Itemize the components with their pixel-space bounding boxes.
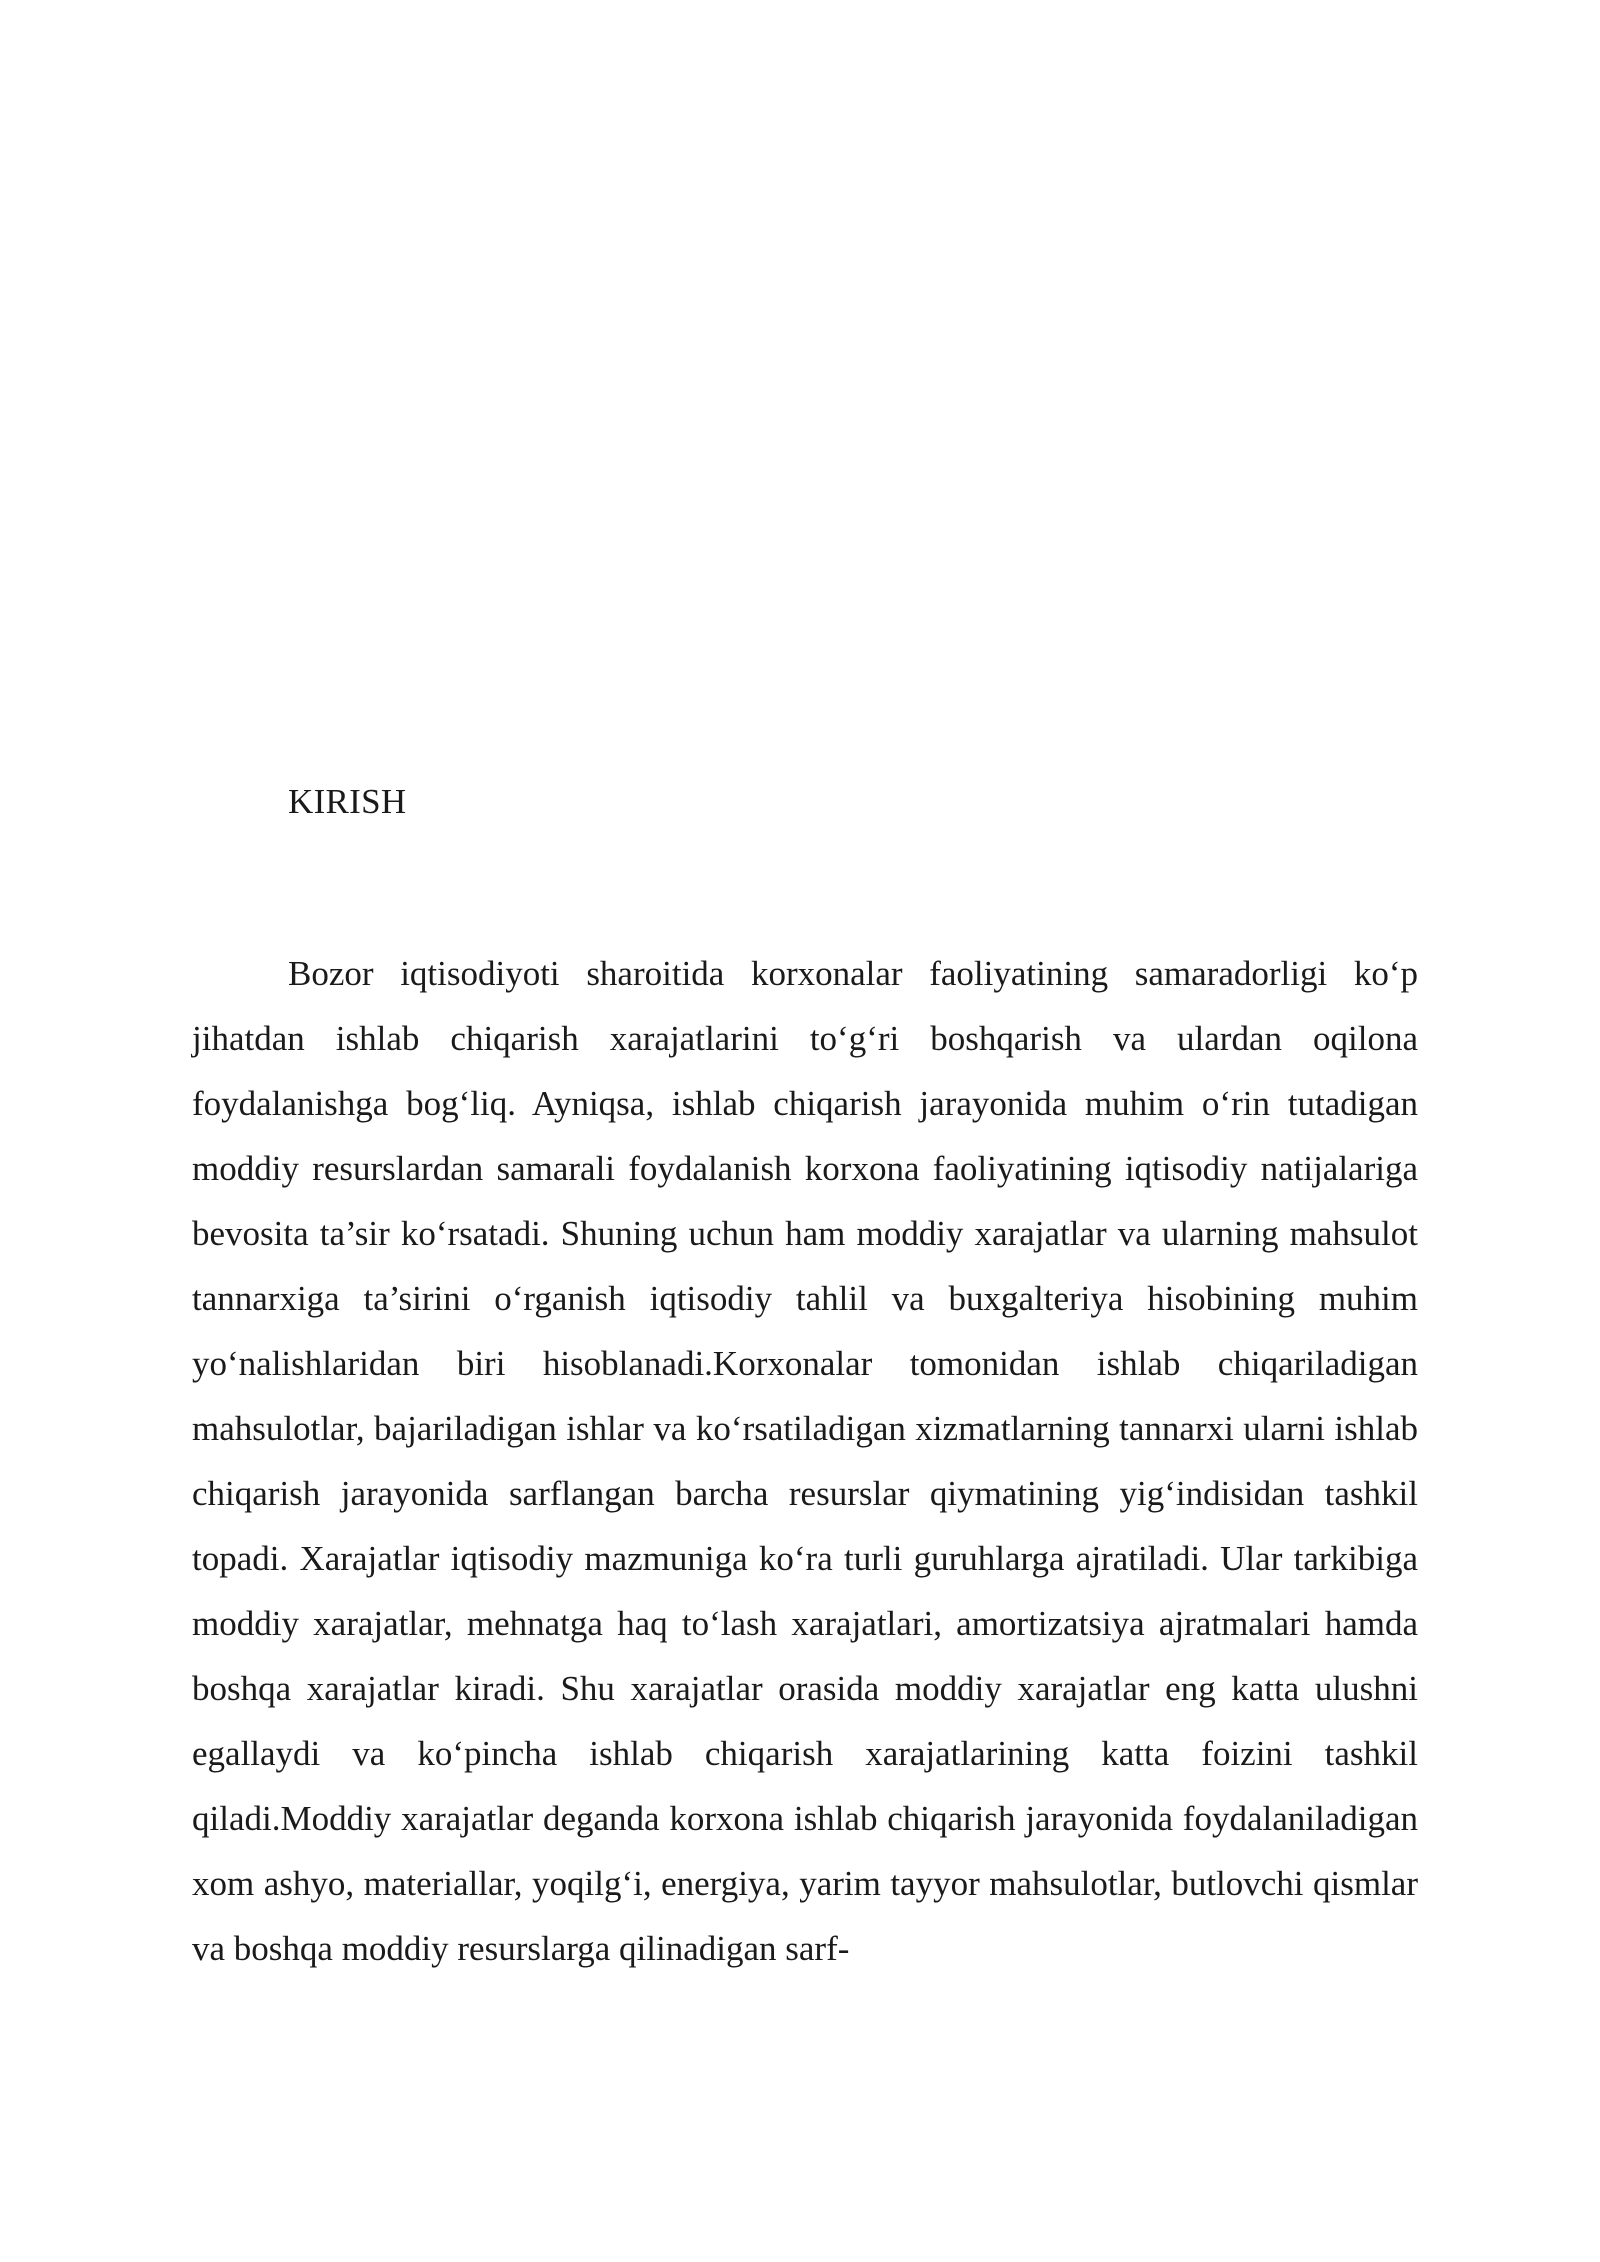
- section-heading: KIRISH: [288, 782, 407, 821]
- body-paragraph: Bozor iqtisodiyoti sharoitida korxonalar faoliyatining samaradorligi ko‘p jihatdan ishlab chiqarish xarajatlarini to‘g‘ri boshqarish va ulardan oqilona foydalanishga bog‘liq. Ayniqsa, ishlab chiqarish jarayonida muhim o‘rin tutadigan moddiy resurslardan samarali foydalanish korxona faoliyatining iqtisodiy natijalariga bevosita ta’sir ko‘rsatadi. Shuning uchun ham moddiy xarajatlar va ularning mahsulot tannarxiga ta’sirini o‘rganish iqtisodiy tahlil va buxgalteriya hisobining muhim yo‘nalishlaridan biri hisoblanadi.Korxonalar tomonidan ishlab chiqariladigan mahsulotlar, bajariladigan ishlar va ko‘rsatiladigan xizmatlarning tannarxi ularni ishlab chiqarish jarayonida sarflangan barcha resurslar qiymatining yig‘indisidan tashkil topadi. Xarajatlar iqtisodiy mazmuniga ko‘ra turli guruhlarga ajratiladi. Ular tarkibiga moddiy xarajatlar, mehnatga haq to‘lash xarajatlari, amortizatsiya ajratmalari hamda boshqa xarajatlar kiradi. Shu xarajatlar orasida moddiy xarajatlar eng katta ulushni egallaydi va ko‘pincha ishlab chiqarish xarajatlarining katta foizini tashkil qiladi.Moddiy xarajatlar deganda korxona ishlab chiqarish jarayonida foydalaniladigan xom ashyo, materiallar, yoqilg‘i, energiya, yarim tayyor mahsulotlar, butlovchi qismlar va boshqa moddiy resurslarga qilinadigan sarf-: [192, 954, 1418, 1968]
